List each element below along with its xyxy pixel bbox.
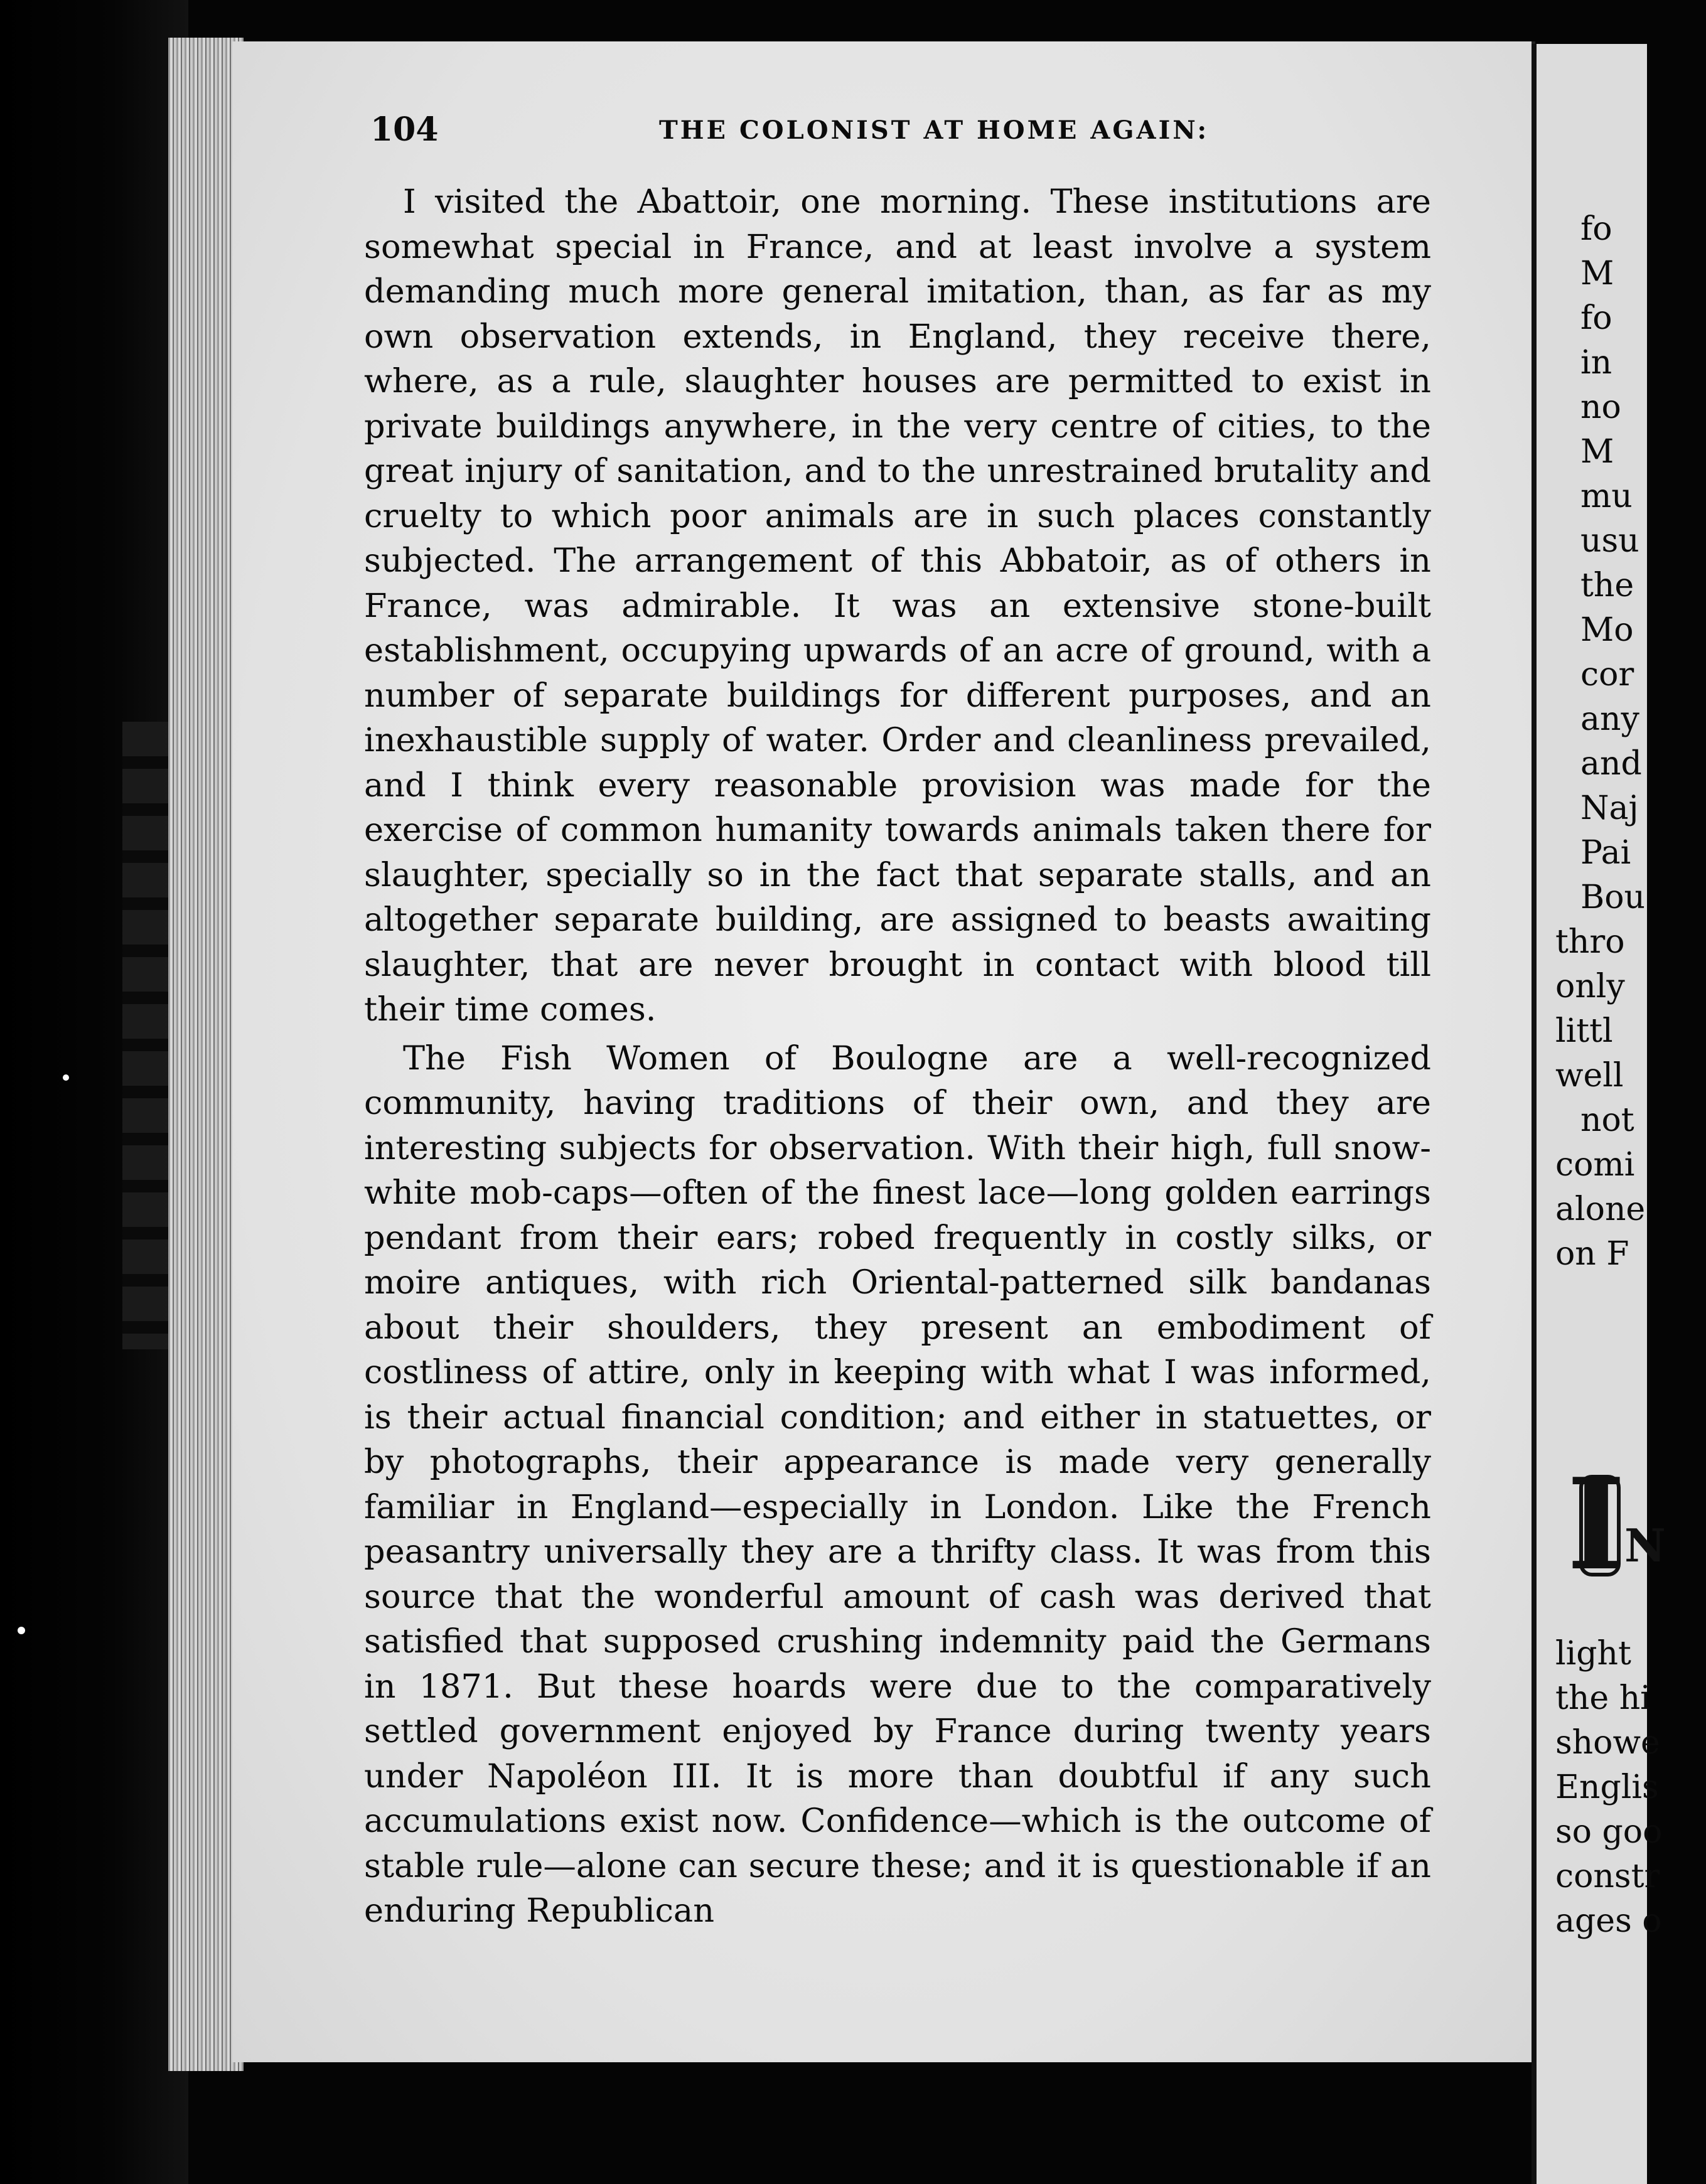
body-text [364, 179, 1431, 1934]
facing-page-fragment: so goo [1555, 1813, 1663, 1851]
facing-page-fragment: the [1580, 567, 1634, 604]
facing-page-fragment: Naj [1580, 790, 1639, 827]
facing-page-fragment: no [1580, 388, 1621, 426]
running-head: THE COLONIST AT HOME AGAIN: [659, 115, 1210, 145]
facing-page-fragment: constr [1555, 1858, 1660, 1895]
facing-page-fragment: Pai [1580, 834, 1631, 872]
facing-page-fragment: comi [1555, 1146, 1635, 1184]
facing-page-fragment: not [1580, 1101, 1634, 1139]
facing-page-fragment: only [1555, 968, 1625, 1005]
dust-speck [63, 1074, 69, 1081]
facing-page-fragment: thro [1555, 923, 1625, 961]
book-spine [0, 0, 188, 2184]
facing-page-fragment: M [1580, 255, 1614, 292]
facing-page-fragment: and [1580, 745, 1642, 783]
facing-page-fragment: well [1555, 1057, 1624, 1095]
facing-page-fragment: fo [1580, 210, 1612, 248]
facing-page-fragment: light [1555, 1635, 1631, 1673]
facing-page-fragment: Mo [1580, 611, 1634, 649]
dust-speck [18, 1627, 25, 1634]
facing-page-fragment: M [1580, 433, 1614, 471]
facing-page-fragment: mu [1580, 478, 1633, 515]
paragraph-abattoir: I visited the Abattoir, one morning. These institutions are somewhat special in France, and at least involve a system demanding much more general imitation, than, as far as my own observation extends, in England, they receive there, where, as a rule, slaughter houses are permitted to exist in private buildings anywhere, in the very centre of cities, to the great injury of sanitation, and to the unrestrained brutality and cruelty to which poor animals are in such places constantly subjected. The arrangement of this Abbatoir, as of others in France, was admirable. It was an extensive stone-built establishment, occupying upwards of an acre of ground, with a number of separate buildings for different purposes, and an inexhaustible supply of water. Order and cleanliness prevailed, and I think every reasonable provision was made for the exercise of common humanity towards animals taken there for slaughter, specially so in the fact that separate stalls, and an altogether separate building, are assigned to beasts awaiting slaughter, that are never brought in contact with blood till their time comes. [364, 183, 1431, 1029]
facing-page-fragment: littl [1555, 1012, 1613, 1050]
facing-page-fragment: fo [1580, 299, 1612, 337]
paragraph-fish-women: The Fish Women of Boulogne are a well-recognized community, having traditions of their own, and they are interesting subjects for observation. With their high, full snow-white mob-caps—often of the finest lace—long golden earrings pendant from their ears; robed frequently in costly silks, or moire antiques, with rich Oriental-patterned silk bandanas about their shoulders, they present an embodiment of costliness of attire, only in keeping with what I was informed, is their actual financial condition; and either in statuettes, or by photographs, their appearance is made very generally familiar in England—especially in London. Like the French peasantry universally they are a thrifty class. It was from this source that the wonderful amount of cash was derived that satisfied that supposed crushing indemnity paid the Germans in 1871. But these hoards were due to the comparatively settled government enjoyed by France during twenty years under Napoléon III. It is more than doubtful if any such accumulations exist now. Confidence—which is the outcome of stable rule—alone can secure these; and it is questionable if an enduring Republican [364, 1039, 1431, 1930]
book-page [232, 41, 1535, 2062]
facing-page-fragment: showe [1555, 1724, 1660, 1762]
facing-page-fragment: Bou [1580, 879, 1646, 916]
facing-page-fragment: Englis [1555, 1769, 1659, 1806]
drop-cap-following-letter: N [1624, 1519, 1666, 1572]
facing-page-fragment: any [1580, 700, 1639, 738]
facing-page-fragment: in [1580, 344, 1612, 382]
facing-page-fragment: cor [1580, 656, 1634, 693]
facing-page-fragment: alone [1555, 1191, 1646, 1228]
facing-page-edge [1532, 44, 1666, 2184]
facing-page-fragment: ages o [1555, 1902, 1662, 1940]
page-number: 104 [370, 110, 439, 149]
drop-cap: I [1562, 1456, 1631, 1607]
facing-page-fragment: the hi [1555, 1679, 1651, 1717]
facing-page-fragment: on F [1555, 1235, 1629, 1273]
facing-page-fragment: usu [1580, 522, 1639, 560]
page-header [370, 110, 1431, 173]
